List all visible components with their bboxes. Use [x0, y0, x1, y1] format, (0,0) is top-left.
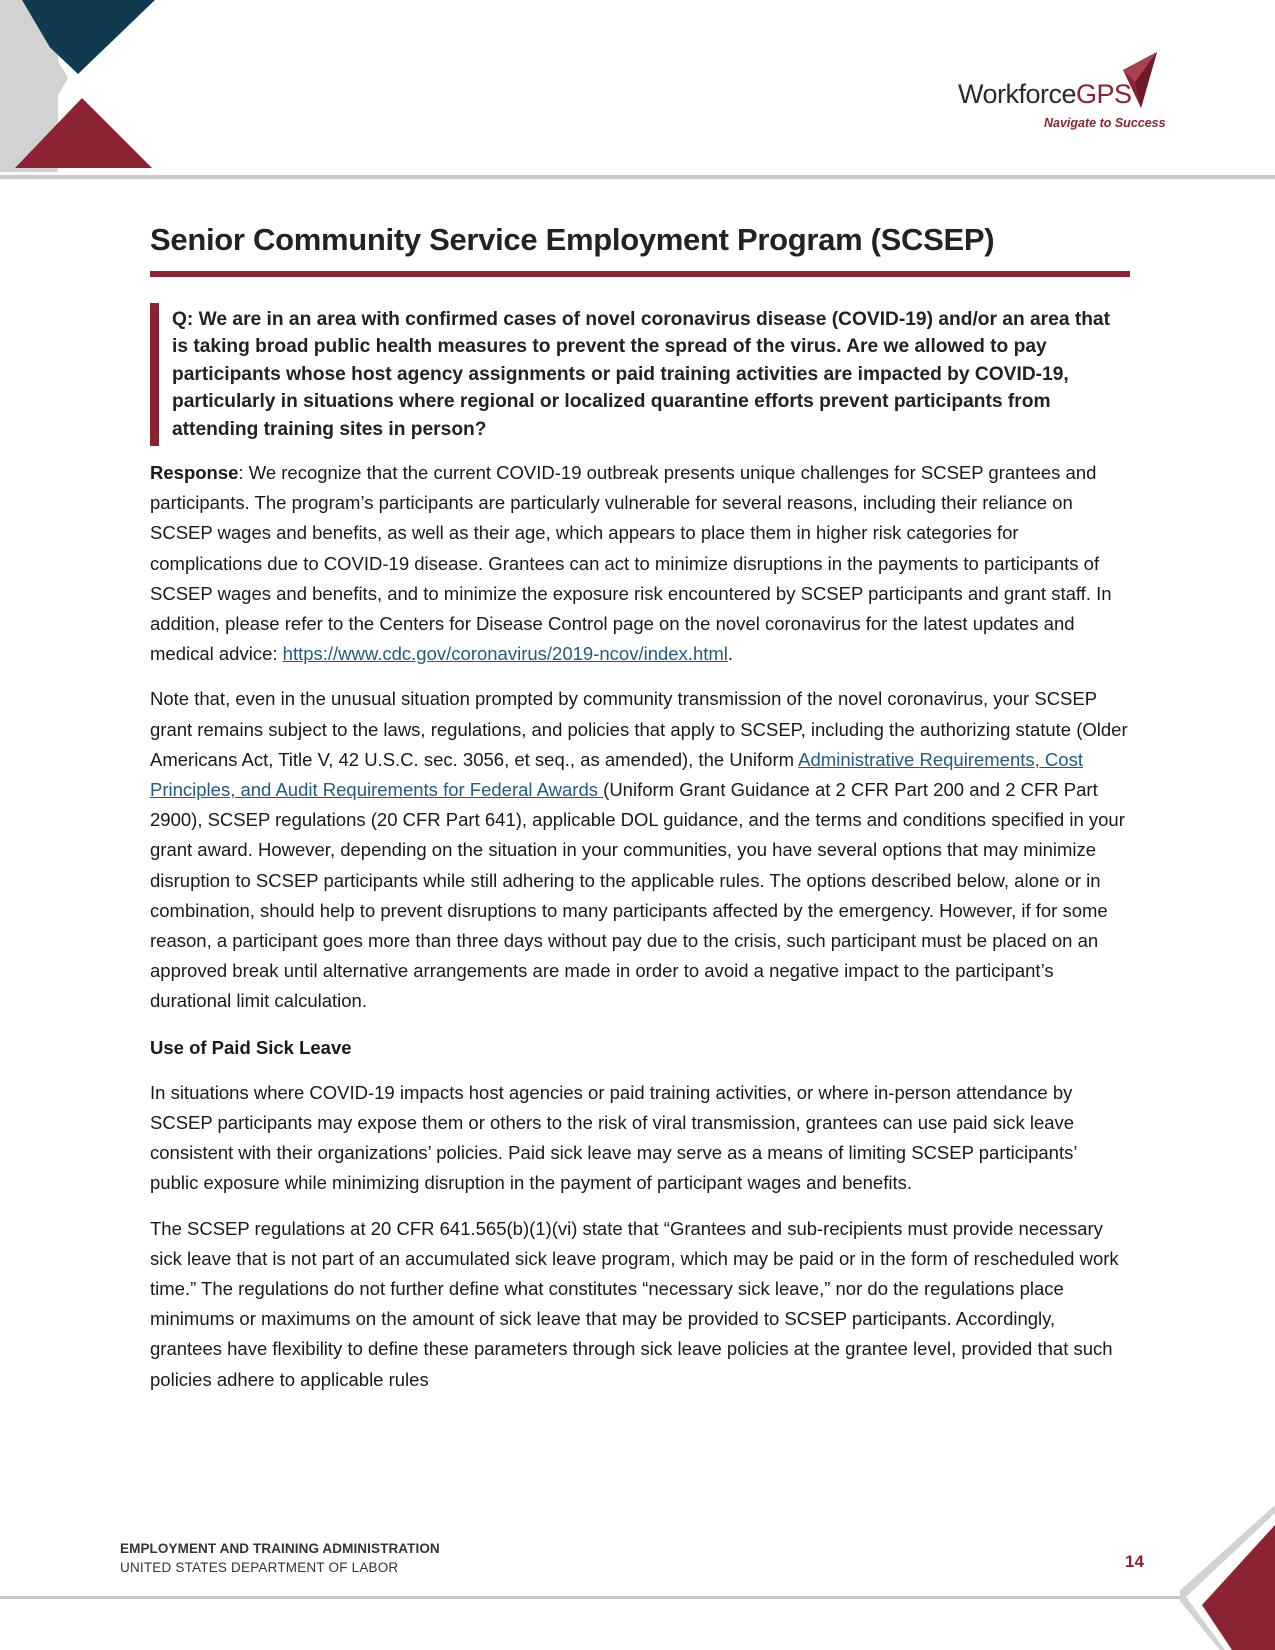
logo-wordmark: WorkforceGPS [958, 79, 1132, 109]
page-title: Senior Community Service Employment Program (SCSEP) [150, 222, 995, 257]
response-after-link: . [727, 643, 734, 665]
response-label: Response [150, 462, 239, 484]
page-content [150, 219, 1130, 1395]
page-number: 14 [1125, 1552, 1144, 1571]
footer-department: UNITED STATES DEPARTMENT OF LABOR [120, 1560, 399, 1575]
response-paragraph [150, 458, 1130, 669]
logo-tagline: Navigate to Success [1044, 116, 1166, 130]
header-rule [0, 175, 1275, 179]
title-underline [150, 271, 1130, 277]
sick-leave-paragraph-1: In situations where COVID-19 impacts host agencies or paid training activities, or where in-person attendance by SCSEP participants may expose them or others to the risk of viral transmission, grantees can use paid sick leave consistent with their organizations’ policies. Paid sick leave may serve as a means of limiting SCSEP participants’ public exposure while minimizing disruption in the payment of participant wages and benefits. [150, 1081, 1077, 1194]
sick-leave-paragraph-2: The SCSEP regulations at 20 CFR 641.565(b)(1)(vi) state that “Grantees and sub-recipients must provide necessary sick leave that is not part of an accumulated sick leave program, which may be paid or in the form of rescheduled work time.” The regulations do not further define what constitutes “necessary sick leave,” nor do the regulations place minimums or maximums on the amount of sick leave that may be provided to SCSEP participants. Accordingly, grantees have flexibility to define these parameters through sick leave policies at the grantee level, provided that such policies adhere to applicable rules [150, 1217, 1119, 1390]
corner-decoration-top-left [0, 0, 165, 172]
note-text-before: Note that, even in the unusual situation prompted by community transmission of the novel coronavirus, your SCSEP grant remains subject to the laws, regulations, and policies that apply to SCSEP, including the authorizing statute (Older Americans Act, Title V, 42 U.S.C. sec. 3056, et seq., as amended), the Uniform [150, 688, 1128, 770]
note-text-after: (Uniform Grant Guidance at 2 CFR Part 200 and 2 CFR Part 2900), SCSEP regulations (20 CFR Part 641), applicable DOL guidance, and the terms and conditions specified in your grant award. However, depending on the situation in your communities, you have several options that may minimize disruption to SCSEP participants while still adhering to the applicable rules. The options described below, alone or in combination, should help to prevent disruptions to many participants affected by the emergency. However, if for some reason, a participant goes more than three days without pay due to the crisis, such participant must be placed on an approved break until alternative arrangements are made in order to avoid a negative impact to the participant’s durational limit calculation. [150, 779, 1125, 1012]
uniform-guidance-link[interactable]: Administrative Requirements, Cost Principles, and Audit Requirements for Federal Awards [150, 748, 1083, 801]
workforcegps-logo [955, 50, 1195, 135]
cdc-link[interactable]: https://www.cdc.gov/coronavirus/2019-ncov/index.html [282, 643, 728, 665]
sick-leave-heading: Use of Paid Sick Leave [150, 1036, 352, 1058]
footer-rule [0, 1596, 1275, 1599]
footer-org-name: EMPLOYMENT AND TRAINING ADMINISTRATION [120, 1541, 440, 1556]
question-callout: Q: We are in an area with confirmed cases of novel coronavirus disease (COVID-19) and/or an area that is taking broad public health measures to prevent the spread of the virus. Are we allowed to pay participants whose host agency assignments or paid training activities are impacted by COVID-19, particularly in situations where regional or localized quarantine efforts prevent participants from attending training sites in person? [150, 303, 1130, 446]
note-paragraph [150, 684, 1130, 1016]
response-text: : We recognize that the current COVID-19 outbreak presents unique challenges for SCSEP grantees and participants. The program’s participants are particularly vulnerable for several reasons, including their reliance on SCSEP wages and benefits, as well as their age, which appears to place them in higher risk categories for complications due to COVID-19 disease. Grantees can act to minimize disruptions in the payments to participants of SCSEP wages and benefits, and to minimize the exposure risk encountered by SCSEP participants and grant staff. In addition, please refer to the Centers for Disease Control page on the novel coronavirus for the latest updates and medical advice: [150, 462, 1112, 665]
corner-decoration-bottom-right [1180, 1505, 1275, 1650]
